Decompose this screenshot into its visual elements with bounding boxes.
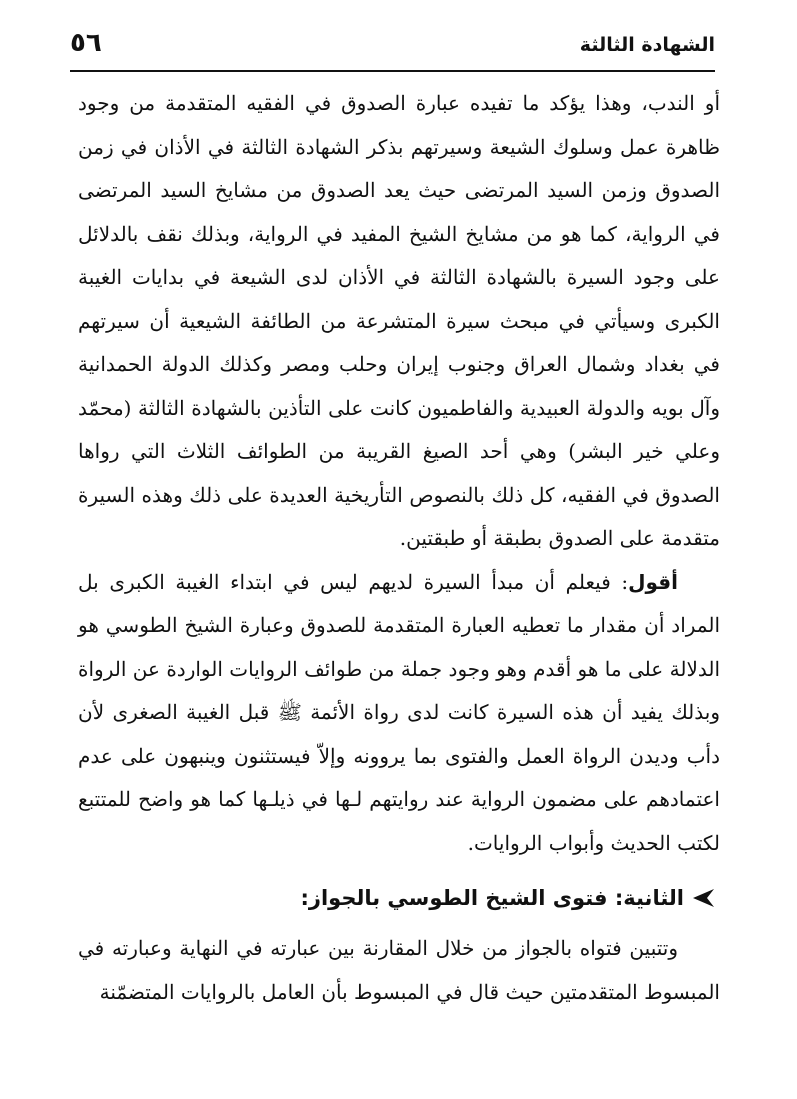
paragraph-2 (78, 561, 720, 866)
page-header (70, 28, 715, 72)
arrow-icon (690, 886, 716, 910)
paragraph-2-text: فيعلم أن مبدأ السيرة لديهم ليس في ابتداء الغيبة الكبرى بل المراد أن مقدار ما تعطيه العبارة المتقدمة للصدوق وعبارة الشيخ الطوسي هو الدلالة على ما هو أقدم وهو وجود جملة من طوائف الروايات الواردة عن الرواة وبذلك يفيد أن هذه السيرة كانت لدى رواة الأئمة ﷺ قبل الغيبة الصغرى لأن دأب وديدن الرواة العمل والفتوى بما يروونه وإلاّ فيستثنون وينبهون على عدم اعتمادهم على مضمون الرواية عند روايتهم لـها في ذيلـها كما هو واضح للمتتبع لكتب الحديث وأبواب الروايات. (78, 569, 720, 855)
paragraph-2-lead: أقول (628, 569, 678, 594)
paragraph-1: أو الندب، وهذا يؤكد ما تفيده عبارة الصدوق في الفقيه المتقدمة من وجود ظاهرة عمل وسلوك الشيعة وسيرتهم بذكر الشهادة الثالثة في الأذان في زمن الصدوق وزمن السيد المرتضى حيث يعد الصدوق من مشايخ السيد المرتضى في الرواية، كما هو من مشايخ الشيخ المفيد في الرواية، وبذلك نقف بالدلائل على وجود السيرة بالشهادة الثالثة في الأذان لدى الشيعة في بدايات الغيبة الكبرى وسيأتي في مبحث سيرة المتشرعة من الطائفة الشيعية أن سيرتهم في بغداد وشمال العراق وجنوب إيران وحلب ومصر وكذلك الدولة الحمدانية وآل بويه والدولة العبيدية والفاطميون كانت على التأذين بالشهادة الثالثة (محمّد وعلي خير البشر) وهي أحد الصيغ القريبة من الطوائف الثلاث التي رواها الصدوق في الفقيه، كل ذلك بالنصوص التأريخية العديدة على ذلك وهذه السيرة متقدمة على الصدوق بطبقة أو طبقتين. (78, 91, 720, 550)
section-heading-text: الثانية: فتوى الشيخ الطوسي بالجواز: (300, 886, 684, 910)
running-title: الشهادة الثالثة (579, 34, 715, 56)
paragraph-2-separator: : (610, 569, 629, 594)
paragraph-3: وتتبين فتواه بالجواز من خلال المقارنة بين عبارته في النهاية وعبارته في المبسوط المتقدمتين حيث قال في المبسوط بأن العامل بالروايات المتضمّنة (78, 936, 720, 1004)
section-heading (78, 869, 720, 927)
page-number: ٥٦ (70, 28, 102, 58)
page-body (78, 82, 720, 1014)
